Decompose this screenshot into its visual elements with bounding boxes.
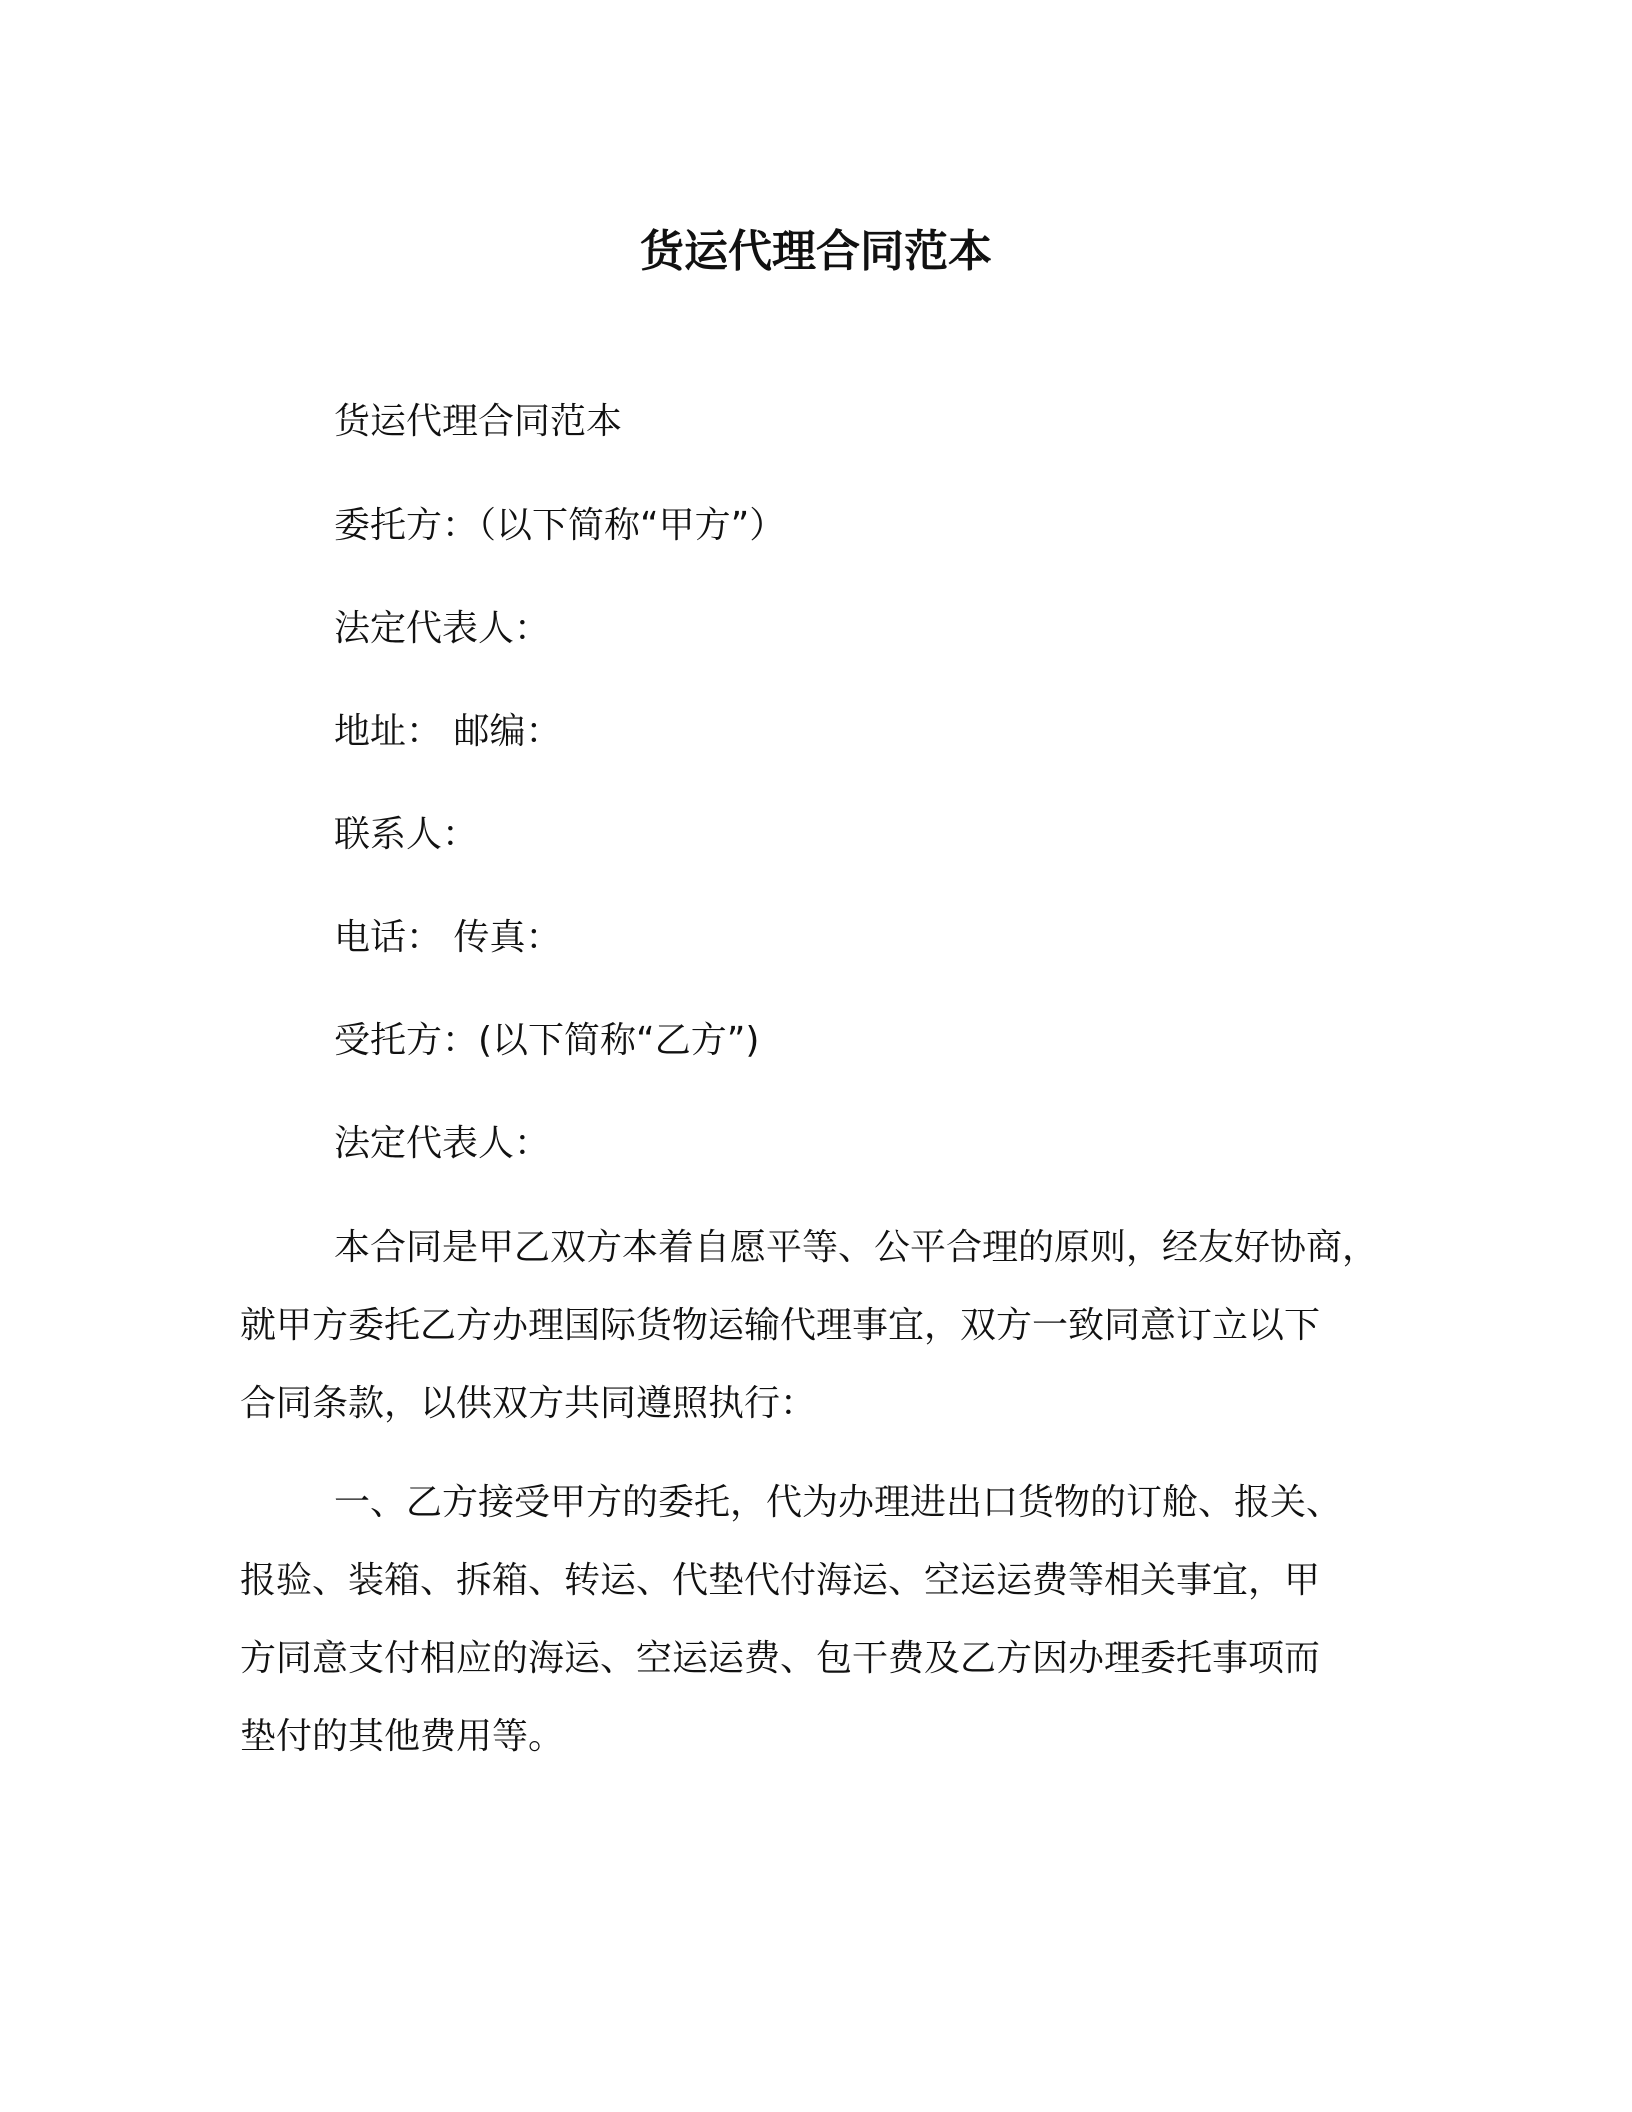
subtitle-line: 货运代理合同范本 (334, 401, 623, 442)
phone-fax-line: 电话： 传真： (334, 917, 562, 958)
agent-legal-rep-line: 法定代表人： (334, 1123, 551, 1164)
contract-preamble-paragraph (240, 1209, 1420, 1443)
paragraph-line: 一、乙方接受甲方的委托，代为办理进出口货物的订舱、报关、 (334, 1482, 1343, 1523)
contact-person-line: 联系人： (334, 814, 479, 855)
paragraph-line: 合同条款，以供双方共同遵照执行： (240, 1383, 817, 1424)
agent-party-line: 受托方：(以下简称“乙方”) (334, 1020, 760, 1061)
document-title: 货运代理合同范本 (640, 226, 992, 277)
paragraph-line: 垫付的其他费用等。 (240, 1716, 565, 1757)
paragraph-line: 报验、装箱、拆箱、转运、代垫代付海运、空运运费等相关事宜，甲 (240, 1560, 1321, 1601)
address-postcode-line: 地址： 邮编： (334, 711, 562, 752)
paragraph-line: 方同意支付相应的海运、空运运费、包干费及乙方因办理委托事项而 (240, 1638, 1321, 1679)
client-party-line: 委托方：（以下简称“甲方”） (334, 505, 786, 546)
clause-one-paragraph (240, 1464, 1420, 1776)
paragraph-line: 就甲方委托乙方办理国际货物运输代理事宜，双方一致同意订立以下 (240, 1305, 1321, 1346)
paragraph-line: 本合同是甲乙双方本着自愿平等、公平合理的原则，经友好协商， (334, 1227, 1379, 1268)
client-legal-rep-line: 法定代表人： (334, 608, 551, 649)
